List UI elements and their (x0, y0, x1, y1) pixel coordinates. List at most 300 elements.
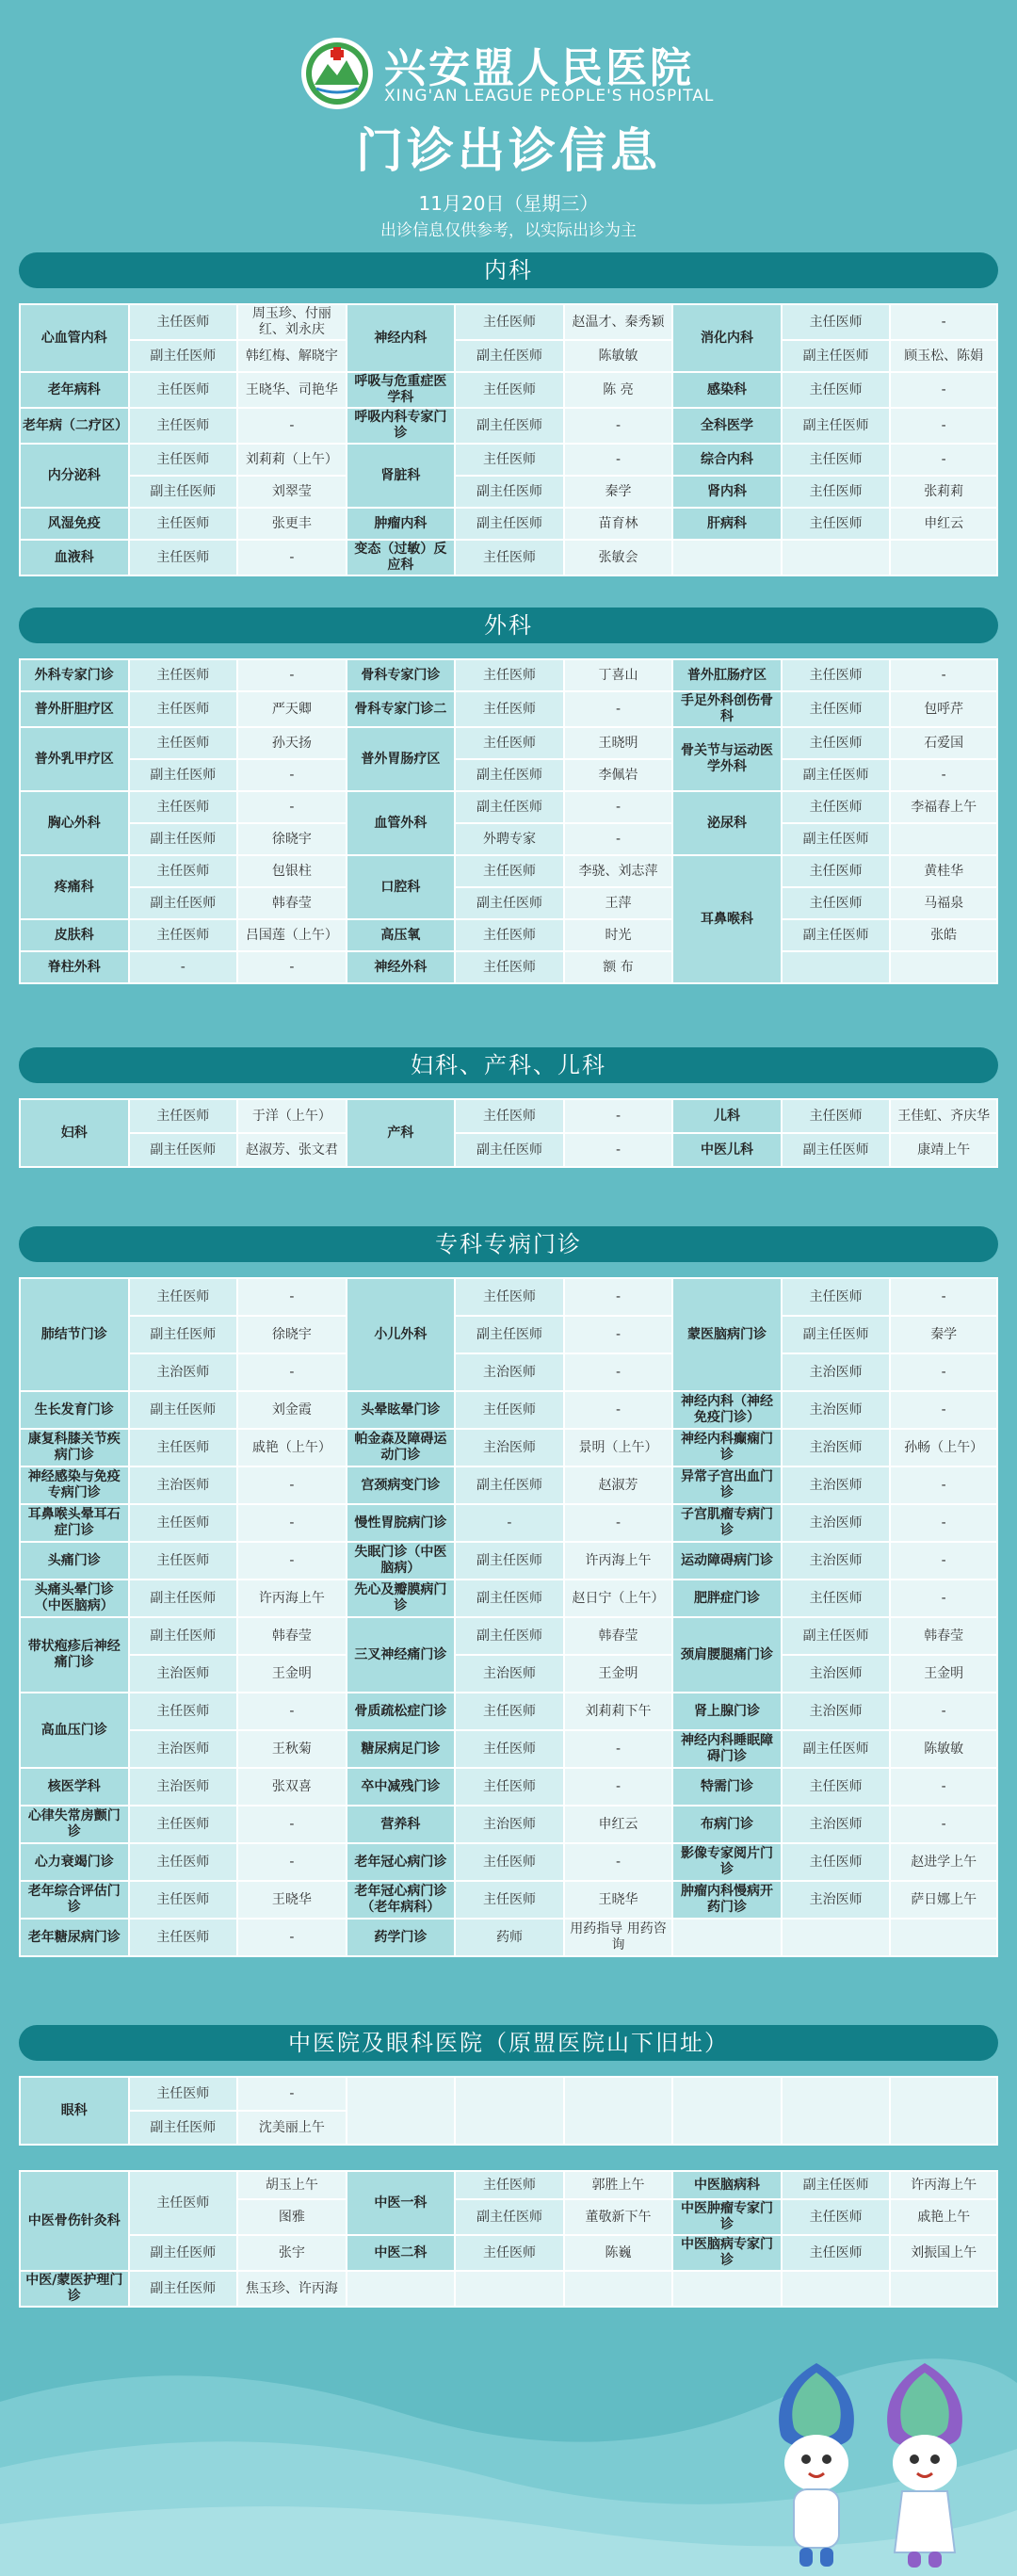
table-row (20, 823, 997, 855)
department-cell: 失眠门诊（中医脑病） (347, 1542, 456, 1580)
doctor-name-cell: 张敏会 (564, 540, 673, 575)
department-cell: 糖尿病足门诊 (347, 1730, 456, 1768)
table-row (20, 1580, 997, 1617)
doctor-rank-cell: 副主任医师 (782, 759, 891, 791)
doctor-name-cell: 景明（上午） (564, 1429, 673, 1466)
department-cell: 耳鼻喉头晕耳石症门诊 (20, 1504, 129, 1542)
department-cell: 老年糖尿病门诊 (20, 1919, 129, 1956)
doctor-name-cell: 王金明 (890, 1655, 997, 1693)
doctor-name-cell: 韩春莹 (237, 887, 347, 919)
doctor-rank-cell: 主治医师 (782, 1655, 891, 1693)
doctor-name-cell: - (890, 1580, 997, 1617)
doctor-rank-cell: 副主任医师 (782, 919, 891, 951)
doctor-name-cell: - (564, 1730, 673, 1768)
doctor-rank-cell: 主任医师 (129, 304, 238, 340)
doctor-name-cell: 顾玉松、陈娟 (890, 340, 997, 372)
doctor-name-cell: 韩春莹 (237, 1617, 347, 1655)
doctor-rank-cell: 副主任医师 (129, 1580, 238, 1617)
doctor-name-cell (782, 2271, 891, 2307)
department-cell: 中医一科 (347, 2171, 456, 2235)
section-banner: 外科 (19, 608, 998, 643)
department-cell: 三叉神经痛门诊 (347, 1617, 456, 1693)
doctor-name-cell: 时光 (564, 919, 673, 951)
department-cell: 老年冠心病门诊 (347, 1843, 456, 1881)
doctor-rank-cell: 主任医师 (782, 372, 891, 408)
doctor-name-cell: - (237, 1466, 347, 1504)
department-cell: 普外胃肠疗区 (347, 727, 456, 791)
section-internal-medicine (19, 252, 998, 576)
department-cell: 神经感染与免疫专病门诊 (20, 1466, 129, 1504)
doctor-rank-cell: 副主任医师 (129, 759, 238, 791)
doctor-name-cell: - (237, 1806, 347, 1843)
section-special-clinics (19, 1226, 998, 1957)
doctor-name-cell: 石爱国 (890, 727, 997, 759)
table-row (20, 1429, 997, 1466)
department-cell: 全科医学 (672, 408, 782, 444)
doctor-rank-cell: 药师 (455, 1919, 564, 1956)
doctor-rank-cell: 副主任医师 (129, 1617, 238, 1655)
doctor-rank-cell: 副主任医师 (782, 408, 891, 444)
doctor-rank-cell: 副主任医师 (782, 1316, 891, 1353)
doctor-name-cell: - (564, 1843, 673, 1881)
department-cell: 带状疱疹后神经痛门诊 (20, 1617, 129, 1693)
doctor-name-cell (672, 2077, 782, 2145)
doctor-rank-cell: 副主任医师 (455, 1316, 564, 1353)
doctor-rank-cell: 主任医师 (129, 659, 238, 691)
department-cell: 异常子宫出血门诊 (672, 1466, 782, 1504)
doctor-rank-cell: 主任医师 (782, 1580, 891, 1617)
table-row (20, 1768, 997, 1806)
doctor-rank-cell: 副主任医师 (129, 476, 238, 508)
doctor-rank-cell: 副主任医师 (782, 1133, 891, 1167)
doctor-name-cell: 王晓华、司艳华 (237, 372, 347, 408)
table-row (20, 476, 997, 508)
doctor-rank-cell: 副主任医师 (129, 340, 238, 372)
doctor-name-cell: - (237, 659, 347, 691)
doctor-rank-cell: 主任医师 (455, 540, 564, 575)
department-cell: 变态（过敏）反应科 (347, 540, 456, 575)
section-banner: 妇科、产科、儿科 (19, 1047, 998, 1083)
doctor-name-cell: 申红云 (564, 1806, 673, 1843)
doctor-rank-cell: 主任医师 (129, 791, 238, 823)
table-row (20, 1316, 997, 1353)
doctor-name-cell: 许丙海上午 (564, 1542, 673, 1580)
table-row (20, 1353, 997, 1391)
doctor-name-cell: - (564, 823, 673, 855)
doctor-name-cell: 刘振国上午 (890, 2235, 997, 2271)
department-cell: 中医儿科 (672, 1133, 782, 1167)
doctor-name-cell (347, 2077, 456, 2145)
doctor-name-cell: 赵温才、秦秀颖 (564, 304, 673, 340)
table-row (20, 1881, 997, 1919)
doctor-name-cell (890, 540, 997, 575)
doctor-rank-cell: 主任医师 (129, 1504, 238, 1542)
department-cell: 骨科专家门诊 (347, 659, 456, 691)
doctor-rank-cell: 主任医师 (782, 887, 891, 919)
doctor-rank-cell: 主任医师 (782, 2199, 891, 2235)
doctor-name-cell: - (237, 1919, 347, 1956)
department-cell: 营养科 (347, 1806, 456, 1843)
doctor-name-cell: - (237, 1542, 347, 1580)
table-row (20, 1617, 997, 1655)
table-row (20, 2077, 997, 2111)
doctor-rank-cell: 主治医师 (782, 1504, 891, 1542)
doctor-name-cell: 额 布 (564, 951, 673, 983)
doctor-name-cell: 董敬新下午 (564, 2199, 673, 2235)
department-cell: 核医学科 (20, 1768, 129, 1806)
doctor-name-cell (564, 2077, 673, 2145)
doctor-rank-cell: 主治医师 (782, 1693, 891, 1730)
department-cell: 肾内科 (672, 476, 782, 508)
doctor-name-cell: - (564, 1391, 673, 1429)
doctor-rank-cell (782, 951, 891, 983)
doctor-name-cell (782, 540, 891, 575)
doctor-name-cell: 孙畅（上午） (890, 1429, 997, 1466)
department-cell: 子宫肌瘤专病门诊 (672, 1504, 782, 1542)
table-row (20, 1806, 997, 1843)
doctor-rank-cell: 主任医师 (455, 2171, 564, 2199)
doctor-rank-cell: 主任医师 (129, 1843, 238, 1881)
department-cell: 眼科 (20, 2077, 129, 2145)
department-cell: 普外肛肠疗区 (672, 659, 782, 691)
hospital-name-en: XING'AN LEAGUE PEOPLE'S HOSPITAL (384, 87, 715, 105)
doctor-name-cell: - (890, 1278, 997, 1316)
doctor-name-cell: - (890, 1391, 997, 1429)
department-cell: 康复科膝关节疾病门诊 (20, 1429, 129, 1466)
doctor-name-cell: 王金明 (237, 1655, 347, 1693)
department-cell: 血管外科 (347, 791, 456, 855)
table-row (20, 1730, 997, 1768)
doctor-rank-cell: 副主任医师 (129, 823, 238, 855)
doctor-rank-cell: 副主任医师 (455, 791, 564, 823)
doctor-name-cell: 王佳虹、齐庆华 (890, 1099, 997, 1133)
doctor-rank-cell: 主任医师 (455, 919, 564, 951)
table-row (20, 919, 997, 951)
doctor-rank-cell: 副主任医师 (782, 1730, 891, 1768)
doctor-rank-cell: 主任医师 (455, 372, 564, 408)
doctor-name-cell: - (890, 1542, 997, 1580)
section-obgyn-pediatrics (19, 1047, 998, 1168)
doctor-rank-cell: 主治医师 (782, 1391, 891, 1429)
doctor-name-cell: 戚艳（上午） (237, 1429, 347, 1466)
doctor-rank-cell: 副主任医师 (782, 1617, 891, 1655)
doctor-name-cell: - (564, 444, 673, 476)
doctor-name-cell (347, 2271, 456, 2307)
doctor-name-cell: 丁喜山 (564, 659, 673, 691)
doctor-name-cell (890, 2271, 997, 2307)
doctor-name-cell: - (890, 408, 997, 444)
doctor-rank-cell: 主治医师 (455, 1353, 564, 1391)
schedule-table (19, 658, 998, 984)
doctor-name-cell: - (890, 1353, 997, 1391)
doctor-name-cell: - (237, 540, 347, 575)
doctor-rank-cell: 主任医师 (782, 727, 891, 759)
doctor-rank-cell: 副主任医师 (782, 823, 891, 855)
doctor-name-cell: 用药指导 用药咨询 (564, 1919, 673, 1956)
doctor-name-cell: 李骁、刘志萍 (564, 855, 673, 887)
doctor-rank-cell: 主任医师 (455, 304, 564, 340)
doctor-rank-cell: 副主任医师 (129, 2235, 238, 2271)
schedule-table (19, 1098, 998, 1168)
doctor-rank-cell: 主任医师 (129, 1693, 238, 1730)
doctor-name-cell: 韩春莹 (564, 1617, 673, 1655)
department-cell: 中医/蒙医护理门诊 (20, 2271, 129, 2307)
department-cell: 头晕眩晕门诊 (347, 1391, 456, 1429)
department-cell: 神经外科 (347, 951, 456, 983)
doctor-rank-cell: 主治医师 (129, 1466, 238, 1504)
schedule-date: 11月20日（星期三） (418, 192, 599, 215)
doctor-rank-cell: 主任医师 (455, 691, 564, 727)
doctor-rank-cell: 主任医师 (782, 791, 891, 823)
doctor-name-cell (564, 2271, 673, 2307)
doctor-name-cell: 包呼芹 (890, 691, 997, 727)
doctor-rank-cell: 主任医师 (455, 1099, 564, 1133)
doctor-name-cell: 马福泉 (890, 887, 997, 919)
hospital-logo-icon (299, 36, 375, 111)
schedule-table (19, 2076, 998, 2146)
doctor-name-cell: - (237, 1504, 347, 1542)
department-cell: 老年综合评估门诊 (20, 1881, 129, 1919)
doctor-name-cell: - (237, 1353, 347, 1391)
doctor-rank-cell: 主任医师 (455, 444, 564, 476)
doctor-rank-cell: 主任医师 (455, 1730, 564, 1768)
doctor-rank-cell: 主任医师 (782, 304, 891, 340)
doctor-name-cell: 郭胜上午 (564, 2171, 673, 2199)
department-cell: 内分泌科 (20, 444, 129, 508)
department-cell: 妇科 (20, 1099, 129, 1167)
table-row (20, 691, 997, 727)
doctor-name-cell: 许丙海上午 (890, 2171, 997, 2199)
doctor-name-cell: 陈敏敏 (564, 340, 673, 372)
section-banner: 内科 (19, 252, 998, 288)
table-row (20, 791, 997, 823)
doctor-name-cell: 赵淑芳 (564, 1466, 673, 1504)
doctor-rank-cell: 主任医师 (782, 1099, 891, 1133)
doctor-name-cell: - (890, 304, 997, 340)
department-cell: 血液科 (20, 540, 129, 575)
department-cell: 口腔科 (347, 855, 456, 919)
doctor-rank-cell: 主任医师 (455, 727, 564, 759)
department-cell: 颈肩腰腿痛门诊 (672, 1617, 782, 1693)
doctor-rank-cell: 主任医师 (129, 408, 238, 444)
department-cell: 神经内科（神经免疫门诊） (672, 1391, 782, 1429)
department-cell: 运动障碍病门诊 (672, 1542, 782, 1580)
doctor-name-cell (890, 951, 997, 983)
doctor-name-cell: 戚艳上午 (890, 2199, 997, 2235)
doctor-name-cell: 秦学 (890, 1316, 997, 1353)
doctor-rank-cell: 主任医师 (129, 2171, 238, 2235)
department-cell: 肺结节门诊 (20, 1278, 129, 1391)
doctor-rank-cell: 主治医师 (129, 1655, 238, 1693)
department-cell: 布病门诊 (672, 1806, 782, 1843)
doctor-name-cell: 申红云 (890, 508, 997, 540)
table-row (20, 1655, 997, 1693)
doctor-name-cell (672, 540, 782, 575)
doctor-rank-cell: 主任医师 (455, 659, 564, 691)
section-surgery (19, 608, 998, 984)
doctor-name-cell: - (564, 1768, 673, 1806)
doctor-rank-cell: 主任医师 (129, 919, 238, 951)
doctor-name-cell: 徐晓宇 (237, 1316, 347, 1353)
table-row (20, 2171, 997, 2199)
doctor-rank-cell: 副主任医师 (129, 2111, 238, 2145)
doctor-name-cell: - (890, 759, 997, 791)
doctor-rank-cell: 主任医师 (782, 2235, 891, 2271)
doctor-name-cell: 康靖上午 (890, 1133, 997, 1167)
table-row (20, 2271, 997, 2307)
doctor-name-cell: 王萍 (564, 887, 673, 919)
doctor-rank-cell: 主任医师 (782, 508, 891, 540)
doctor-rank-cell: 副主任医师 (455, 476, 564, 508)
doctor-rank-cell: 主治医师 (782, 1429, 891, 1466)
section-tcm-eye-hospital (19, 2025, 998, 2308)
doctor-rank-cell: 副主任医师 (782, 2171, 891, 2199)
table-row (20, 659, 997, 691)
doctor-rank-cell: 主任医师 (129, 1278, 238, 1316)
doctor-rank-cell: 主任医师 (782, 691, 891, 727)
doctor-rank-cell: 副主任医师 (455, 408, 564, 444)
doctor-rank-cell: 副主任医师 (455, 340, 564, 372)
doctor-name-cell: - (890, 1504, 997, 1542)
department-cell: 神经内科 (347, 304, 456, 372)
department-cell: 疼痛科 (20, 855, 129, 919)
doctor-rank-cell: 主治医师 (782, 1466, 891, 1504)
table-row (20, 540, 997, 575)
doctor-rank-cell: 主任医师 (455, 1768, 564, 1806)
doctor-rank-cell: 主任医师 (455, 1693, 564, 1730)
doctor-rank-cell: 主任医师 (782, 1768, 891, 1806)
doctor-rank-cell: 副主任医师 (455, 1617, 564, 1655)
doctor-rank-cell: 主任医师 (129, 508, 238, 540)
table-row (20, 304, 997, 340)
doctor-name-cell: 胡玉上午 (237, 2171, 347, 2199)
doctor-rank-cell: 主任医师 (129, 1429, 238, 1466)
doctor-name-cell: 赵日宁（上午） (564, 1580, 673, 1617)
table-row (20, 444, 997, 476)
doctor-rank-cell: 副主任医师 (455, 887, 564, 919)
table-row (20, 2235, 997, 2271)
doctor-rank-cell: 副主任医师 (455, 1133, 564, 1167)
doctor-rank-cell: - (129, 951, 238, 983)
doctor-rank-cell: 主任医师 (129, 372, 238, 408)
doctor-rank-cell: 副主任医师 (129, 887, 238, 919)
doctor-name-cell: 王晓华 (564, 1881, 673, 1919)
department-cell: 肝病科 (672, 508, 782, 540)
department-cell: 泌尿科 (672, 791, 782, 855)
schedule-table (19, 2170, 998, 2308)
table-row (20, 508, 997, 540)
doctor-rank-cell: 主任医师 (455, 1843, 564, 1881)
doctor-rank-cell: 主任医师 (129, 691, 238, 727)
doctor-rank-cell: 主任医师 (782, 855, 891, 887)
department-cell: 肿瘤内科慢病开药门诊 (672, 1881, 782, 1919)
doctor-rank-cell: 主任医师 (455, 1278, 564, 1316)
table-row (20, 1391, 997, 1429)
doctor-name-cell: - (890, 372, 997, 408)
doctor-rank-cell: 主任医师 (129, 855, 238, 887)
doctor-name-cell: - (564, 1316, 673, 1353)
doctor-name-cell: - (890, 444, 997, 476)
doctor-name-cell: 张皓 (890, 919, 997, 951)
department-cell: 心血管内科 (20, 304, 129, 372)
doctor-name-cell: - (564, 1353, 673, 1391)
department-cell: 老年病（二疗区） (20, 408, 129, 444)
department-cell: 心力衰竭门诊 (20, 1843, 129, 1881)
doctor-rank-cell: 主治医师 (782, 1353, 891, 1391)
doctor-rank-cell: 主任医师 (782, 476, 891, 508)
department-cell: 神经内科睡眠障碍门诊 (672, 1730, 782, 1768)
table-row (20, 372, 997, 408)
doctor-name-cell: 陈敏敏 (890, 1730, 997, 1768)
department-cell: 头痛头晕门诊（中医脑病） (20, 1580, 129, 1617)
doctor-rank-cell: 主治医师 (455, 1655, 564, 1693)
department-cell: 普外乳甲疗区 (20, 727, 129, 791)
doctor-name-cell: 王晓明 (564, 727, 673, 759)
table-row (20, 951, 997, 983)
department-cell: 先心及瓣膜病门诊 (347, 1580, 456, 1617)
department-cell: 神经内科癫痫门诊 (672, 1429, 782, 1466)
doctor-rank-cell: 主任医师 (455, 1391, 564, 1429)
department-cell: 脊柱外科 (20, 951, 129, 983)
doctor-name-cell: 王秋菊 (237, 1730, 347, 1768)
department-cell: 肾脏科 (347, 444, 456, 508)
department-cell: 手足外科创伤骨科 (672, 691, 782, 727)
doctor-name-cell: 张莉莉 (890, 476, 997, 508)
doctor-name-cell: - (237, 1693, 347, 1730)
doctor-name-cell: - (890, 1693, 997, 1730)
doctor-name-cell: 韩春莹 (890, 1617, 997, 1655)
doctor-name-cell: - (237, 759, 347, 791)
doctor-name-cell: - (237, 2077, 347, 2111)
department-cell: 耳鼻喉科 (672, 855, 782, 983)
doctor-rank-cell: 主任医师 (129, 1542, 238, 1580)
doctor-name-cell: 萨日娜上午 (890, 1881, 997, 1919)
doctor-rank-cell: 主任医师 (455, 2235, 564, 2271)
department-cell: 老年病科 (20, 372, 129, 408)
department-cell: 中医脑病专家门诊 (672, 2235, 782, 2271)
doctor-rank-cell: 副主任医师 (129, 1316, 238, 1353)
section-banner: 中医院及眼科医院（原盟医院山下旧址） (19, 2025, 998, 2061)
doctor-name-cell: - (890, 659, 997, 691)
doctor-name-cell (890, 2077, 997, 2145)
table-row (20, 759, 997, 791)
department-cell: 药学门诊 (347, 1919, 456, 1956)
doctor-rank-cell: 副主任医师 (455, 759, 564, 791)
department-cell: 风湿免疫 (20, 508, 129, 540)
doctor-name-cell: 刘莉莉（上午） (237, 444, 347, 476)
doctor-name-cell: - (237, 408, 347, 444)
table-row (20, 1843, 997, 1881)
table-row (20, 1693, 997, 1730)
department-cell: 皮肤科 (20, 919, 129, 951)
doctor-name-cell: - (237, 791, 347, 823)
doctor-rank-cell: 主治医师 (455, 1806, 564, 1843)
doctor-name-cell: - (890, 1768, 997, 1806)
table-row (20, 408, 997, 444)
department-cell: 呼吸与危重症医学科 (347, 372, 456, 408)
doctor-rank-cell: 主任医师 (782, 1278, 891, 1316)
doctor-rank-cell: 主治医师 (129, 1730, 238, 1768)
doctor-rank-cell: 主任医师 (129, 1806, 238, 1843)
doctor-rank-cell: 主治医师 (782, 1806, 891, 1843)
department-cell: 肥胖症门诊 (672, 1580, 782, 1617)
doctor-name-cell: - (564, 1278, 673, 1316)
doctor-rank-cell: 副主任医师 (129, 1133, 238, 1167)
mascot-doctor-icon (767, 2359, 866, 2571)
department-cell: 宫颈病变门诊 (347, 1466, 456, 1504)
doctor-name-cell: - (564, 691, 673, 727)
doctor-rank-cell: 副主任医师 (455, 1580, 564, 1617)
